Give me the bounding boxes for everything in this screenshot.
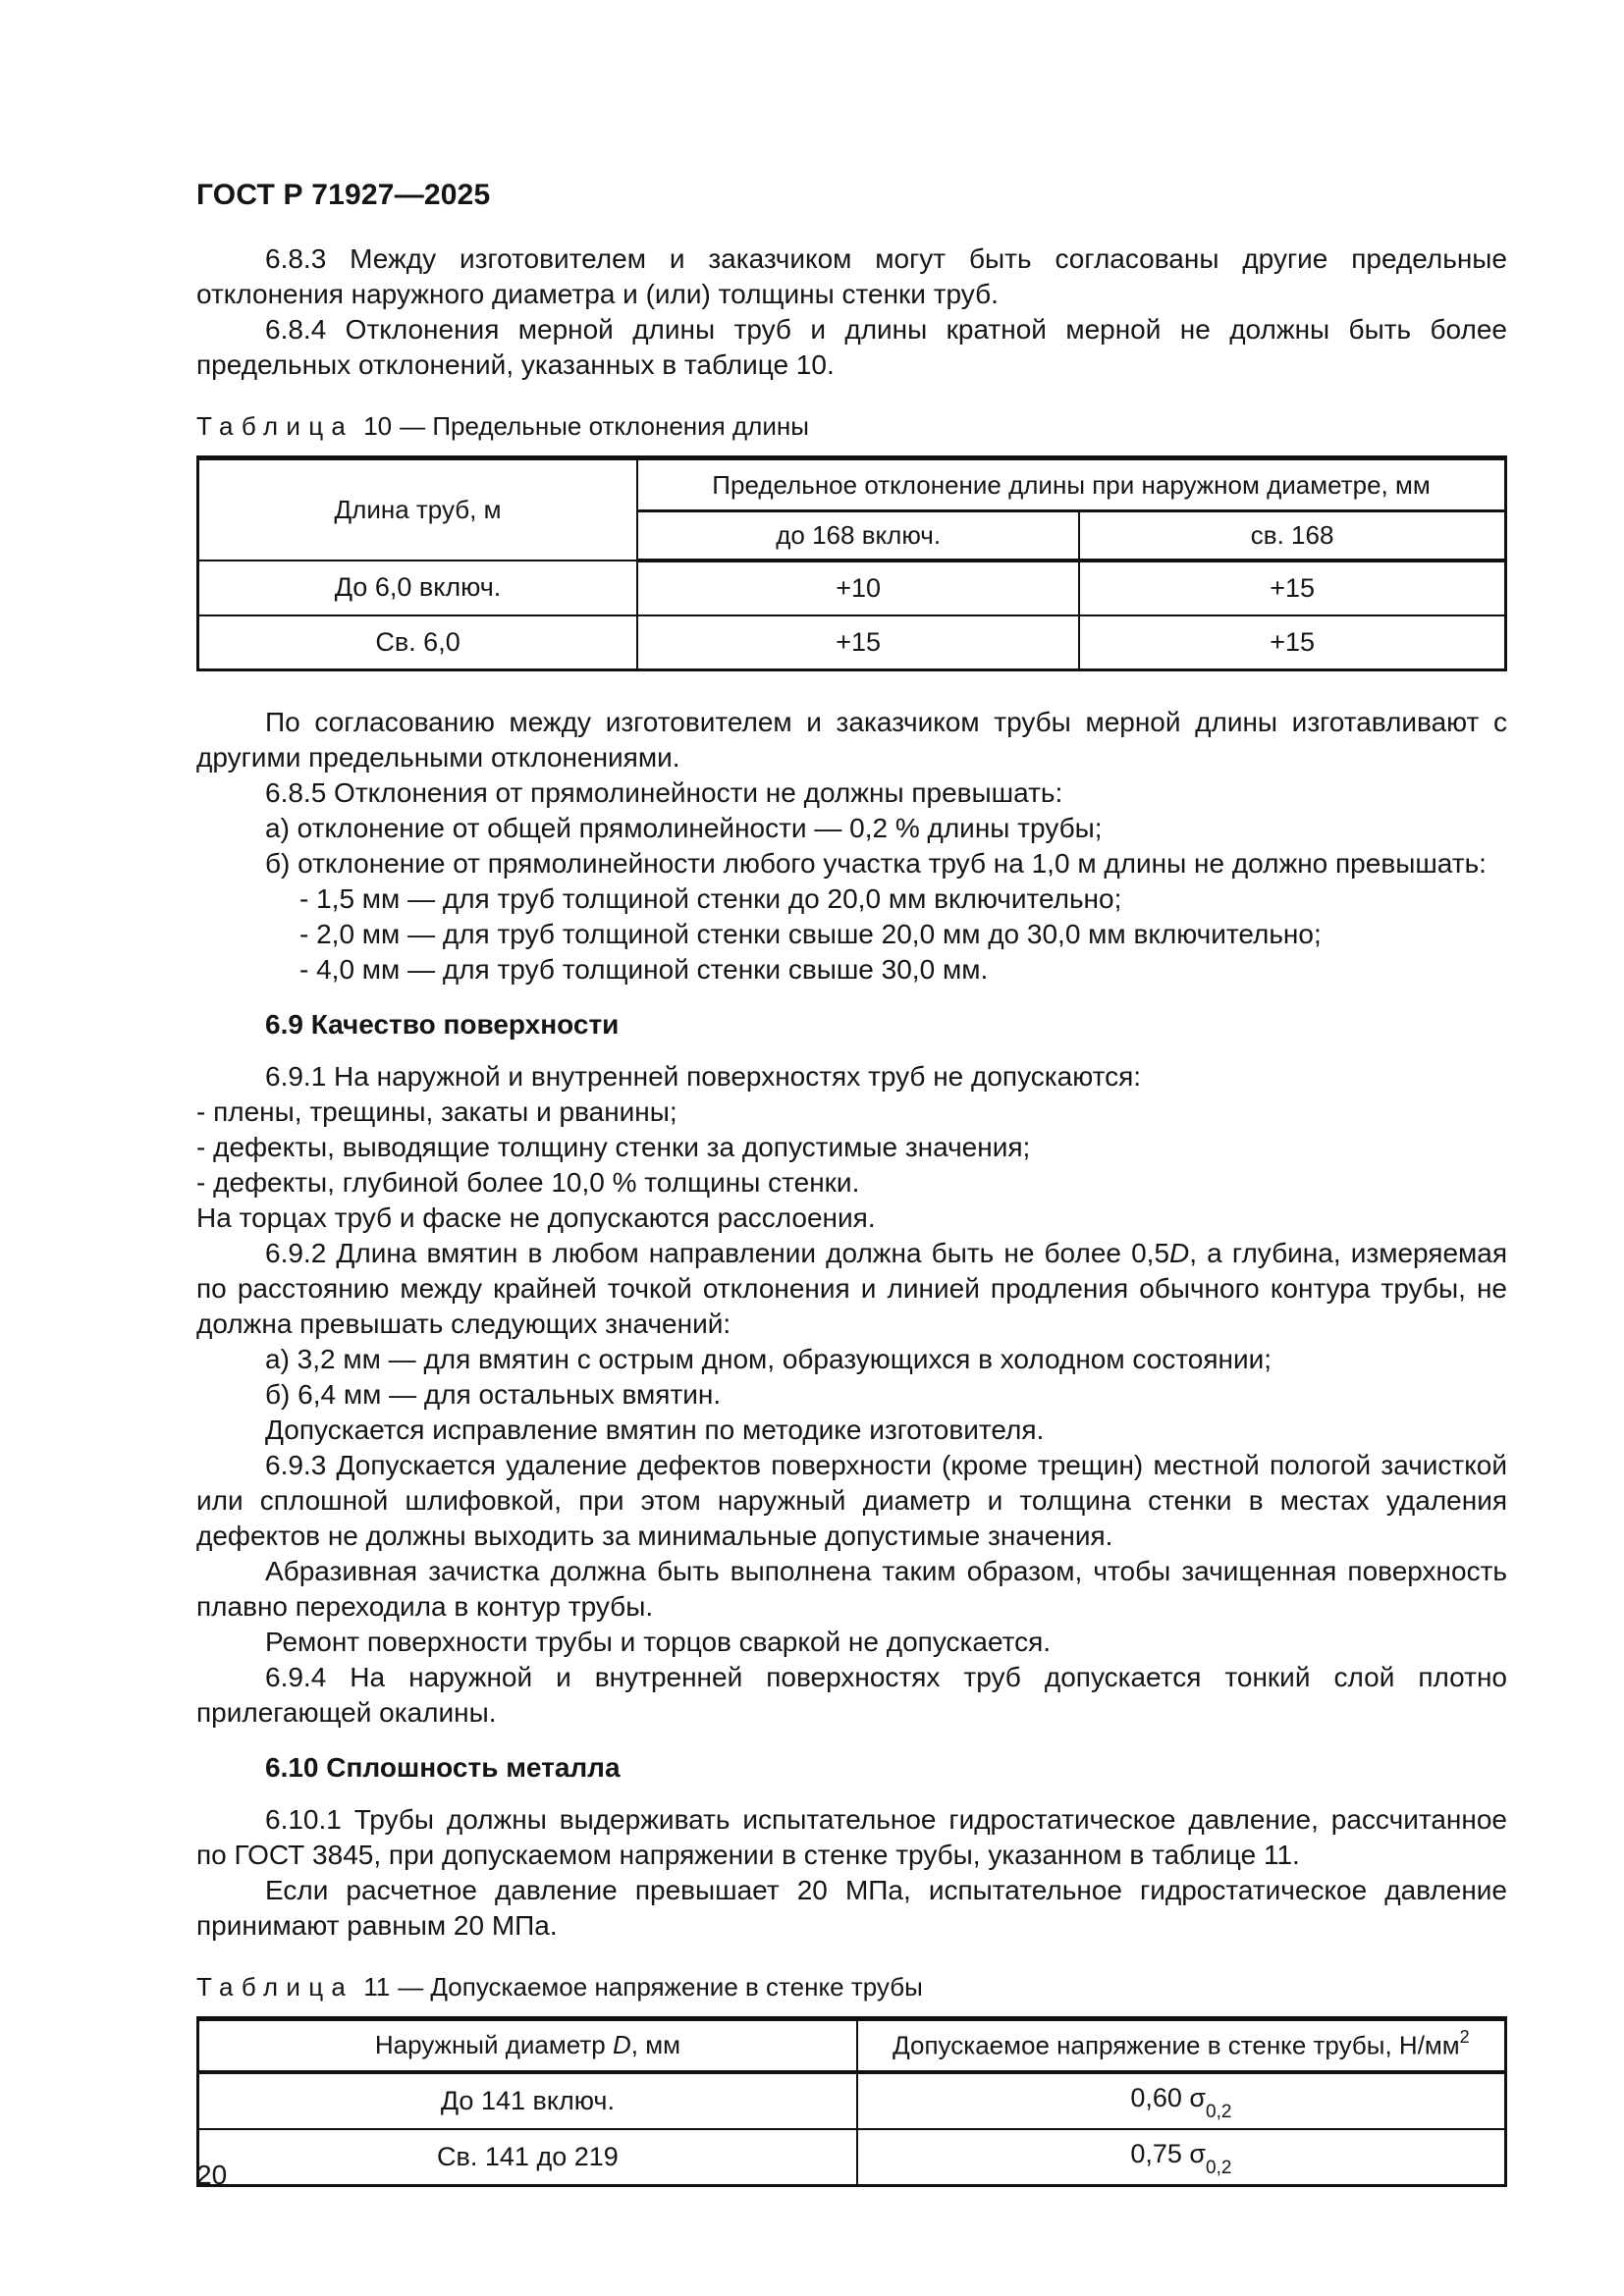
table10-cell-dev-2b: +15 <box>1079 615 1505 670</box>
table10-cell-dev-1b: +15 <box>1079 561 1505 615</box>
clause-6-9-2 <box>196 1236 1507 1342</box>
clause-6-8-5-b: б) отклонение от прямолинейности любого участка труб на 1,0 м длины не должно превышать: <box>265 848 1487 879</box>
para-pipe-ends: На торцах труб и фаске не допускаются расслоения. <box>196 1202 876 1233</box>
table11-cell-diameter-1: До 141 включ. <box>198 2072 857 2129</box>
clause-6-9-2-text-post: , а глубина, измеряемая по расстоянию между крайней точкой отклонения и линией продления обычного контура трубы, не должна превышать следующих значений: <box>196 1238 1508 1339</box>
table-row <box>198 2129 1506 2186</box>
list-item: - 4,0 мм — для труб толщиной стенки свыше 30,0 мм. <box>299 954 989 985</box>
table11-col1-text: Наружный диаметр <box>374 2030 613 2060</box>
table10-cell-length-1: До 6,0 включ. <box>198 561 638 615</box>
stress-value: 0,60 σ <box>1130 2082 1207 2112</box>
table10-cell-dev-2a: +15 <box>637 615 1079 670</box>
table10-caption-number: 10 <box>363 411 393 441</box>
table10-cell-length-2: Св. 6,0 <box>198 615 638 670</box>
table10-group-header: Предельное отклонение длины при наружном диаметре, мм <box>637 458 1505 511</box>
list-item: - дефекты, глубиной более 10,0 % толщины стенки. <box>196 1167 860 1198</box>
diameter-symbol: D <box>612 2030 631 2060</box>
table11-header-row <box>198 2019 1506 2072</box>
stress-value: 0,75 σ <box>1130 2139 1207 2169</box>
table10-caption-word: Таблица <box>196 411 354 441</box>
list-item: - дефекты, выводящие толщину стенки за допустимые значения; <box>196 1132 1031 1162</box>
clause-6-10-1: 6.10.1 Трубы должны выдерживать испытательное гидростатическое давление, рассчитанное по ГОСТ 3845, при допускаемом напряжении в стенке трубы, указанном в таблице 11. <box>196 1804 1507 1870</box>
diameter-symbol: D <box>1169 1238 1190 1268</box>
table11-cell-diameter-2: Св. 141 до 219 <box>198 2129 857 2186</box>
para-weld-repair: Ремонт поверхности трубы и торцов сваркой не допускается. <box>265 1627 1052 1657</box>
table10-caption <box>196 409 1507 443</box>
clause-6-9-4: 6.9.4 На наружной и внутренней поверхностях труб допускается тонкий слой плотно прилегающей окалины. <box>196 1662 1507 1728</box>
clause-6-9-3: 6.9.3 Допускается удаление дефектов поверхности (кроме трещин) местной пологой зачисткой или сплошной шлифовкой, при этом наружный диаметр и толщина стенки в местах удаления дефектов не должны выходить за минимальные допустимые значения. <box>196 1450 1507 1551</box>
table11-col2-text: Допускаемое напряжение в стенке трубы, Н/мм <box>893 2031 1460 2061</box>
table10-caption-title: — Предельные отклонения длины <box>400 411 809 441</box>
list-item: - плены, трещины, закаты и рванины; <box>196 1096 677 1127</box>
para-agreement: По согласованию между изготовителем и заказчиком трубы мерной длины изготавливают с другими предельными отклонениями. <box>196 707 1507 773</box>
sigma-subscript: 0,2 <box>1206 2102 1232 2123</box>
table10-header-row <box>198 458 1506 511</box>
clause-6-8-3: 6.8.3 Между изготовителем и заказчиком могут быть согласованы другие предельные отклонения наружного диаметра и (или) толщины стенки труб. <box>196 243 1507 309</box>
sigma-subscript: 0,2 <box>1206 2158 1232 2179</box>
table11-col-header-diameter <box>198 2019 857 2072</box>
table-row <box>198 561 1506 615</box>
page-number: 20 <box>196 2160 228 2190</box>
para-20mpa: Если расчетное давление превышает 20 МПа, испытательное гидростатическое давление принимают равным 20 МПа. <box>196 1875 1507 1941</box>
table11-caption-title: — Допускаемое напряжение в стенке трубы <box>398 1972 923 2002</box>
clause-6-9-2-text-pre: 6.9.2 Длина вмятин в любом направлении должна быть не более 0,5 <box>265 1238 1170 1268</box>
table-row <box>198 615 1506 670</box>
clause-6-9-2-a: а) 3,2 мм — для вмятин с острым дном, образующихся в холодном состоянии; <box>265 1344 1272 1374</box>
superscript-2: 2 <box>1459 2027 1470 2048</box>
table11-caption-number: 11 <box>363 1972 391 2002</box>
table10-cell-dev-1a: +10 <box>637 561 1079 615</box>
para-abrasive: Абразивная зачистка должна быть выполнена таким образом, чтобы зачищенная поверхность плавно переходила в контур трубы. <box>196 1556 1507 1622</box>
table10-subheader-over168: св. 168 <box>1079 511 1505 561</box>
heading-6-10: 6.10 Сплошность металла <box>265 1752 621 1783</box>
table11-col-header-stress <box>857 2019 1506 2072</box>
table-11 <box>196 2016 1507 2187</box>
table-row <box>198 2072 1506 2129</box>
table11-cell-stress-2 <box>857 2129 1506 2186</box>
table-10 <box>196 455 1507 671</box>
list-item: - 1,5 мм — для труб толщиной стенки до 20,0 мм включительно; <box>299 883 1122 914</box>
clause-6-8-4: 6.8.4 Отклонения мерной длины труб и длины кратной мерной не должны быть более предельных отклонений, указанных в таблице 10. <box>196 314 1507 380</box>
list-item: - 2,0 мм — для труб толщиной стенки свыше 20,0 мм до 30,0 мм включительно; <box>299 919 1322 949</box>
doc-number: ГОСТ Р 71927—2025 <box>196 179 491 211</box>
clause-6-8-5-a: а) отклонение от общей прямолинейности — 0,2 % длины трубы; <box>265 813 1103 843</box>
clause-6-9-2-b: б) 6,4 мм — для остальных вмятин. <box>265 1379 722 1410</box>
table11-caption-word: Таблица <box>196 1972 354 2002</box>
heading-6-9: 6.9 Качество поверхности <box>265 1009 620 1040</box>
table10-subheader-upto168: до 168 включ. <box>637 511 1079 561</box>
table11-caption <box>196 1970 1507 2003</box>
para-dent-repair: Допускается исправление вмятин по методике изготовителя. <box>265 1415 1045 1445</box>
clause-6-8-5: 6.8.5 Отклонения от прямолинейности не должны превышать: <box>265 777 1063 808</box>
table11-col1-unit: , мм <box>630 2030 680 2060</box>
table11-cell-stress-1 <box>857 2072 1506 2129</box>
clause-6-9-1: 6.9.1 На наружной и внутренней поверхностях труб не допускаются: <box>265 1061 1142 1092</box>
table10-col-header-length: Длина труб, м <box>198 458 638 561</box>
